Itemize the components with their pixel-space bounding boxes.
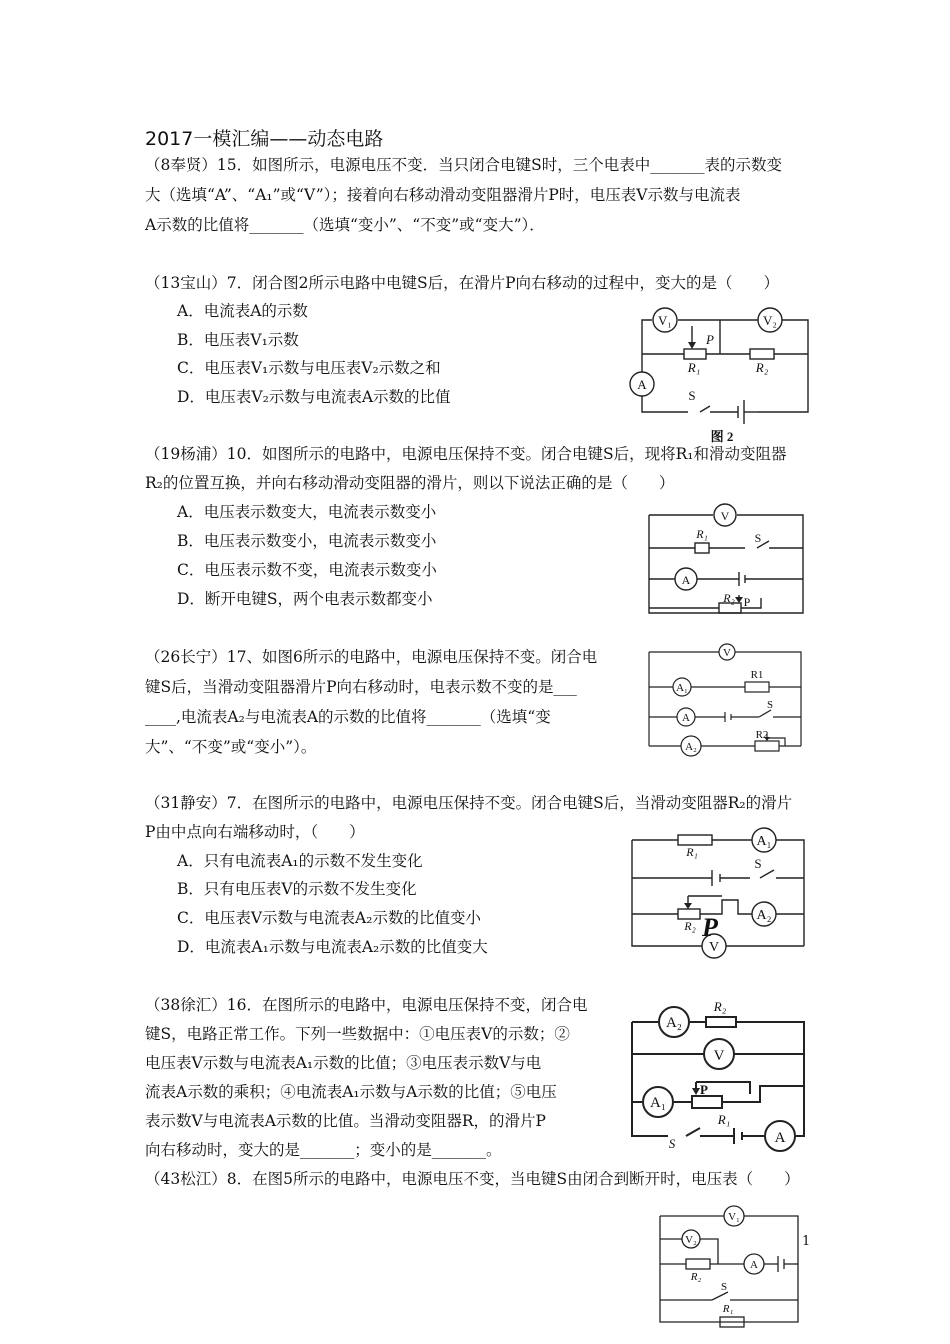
q5-line2: P由中点向右端移动时，（ ） [145, 823, 365, 841]
r1-label: R₁ [696, 527, 708, 541]
q3-option-b: B．电压表示数变小，电流表示数变小 [177, 532, 437, 550]
q3-option-c: C．电压表示数不变，电流表示数变小 [177, 561, 437, 579]
s-label: S [754, 531, 762, 545]
q6-line2: 键S，电路正常工作。下列一些数据中：①电压表V的示数；② [145, 1025, 570, 1043]
q3-option-a: A．电压表示数变大，电流表示数变小 [177, 503, 437, 521]
v-meter-label: V [720, 509, 730, 523]
r1-label: R₁ [717, 1112, 731, 1127]
q3-line2: R₂的位置互换，并向右移动滑动变阻器的滑片，则以下说法正确的是（ ） [145, 474, 675, 492]
page-title: 2017一模汇编——动态电路 [145, 128, 384, 150]
q4-line2: 键S后，当滑动变阻器滑片P向右移动时，电表示数不变的是___ [145, 678, 577, 696]
q5-option-a: A．只有电流表A₁的示数不发生变化 [177, 852, 423, 870]
s-label: S [766, 699, 774, 711]
r1-label: R₁ [686, 845, 698, 859]
q5-option-b: B．只有电压表V的示数不发生变化 [177, 880, 417, 898]
r2-label: R₂ [713, 999, 727, 1014]
p-label: P [702, 913, 718, 942]
s-label: S [688, 388, 696, 403]
a-meter-label: A [681, 573, 691, 587]
r2-label: R2 [755, 729, 769, 741]
q1-line3: A示数的比值将_______（选填“变小”、“不变”或“变大”）． [145, 216, 545, 234]
a-meter-label: A [774, 1130, 786, 1146]
q5-line1: （31静安）7．在图所示的电路中，电源电压保持不变。闭合电键S后，当滑动变阻器R₂的滑片 [145, 794, 793, 812]
q7-stem: （43松江）8．在图5所示的电路中，电源电压不变，当电键S由闭合到断开时，电压表（ ） [145, 1170, 800, 1188]
r1-label: R₁ [687, 360, 701, 375]
v-meter-label: V [708, 940, 720, 955]
q3-circuit-diagram [645, 505, 810, 617]
q7-circuit-diagram [656, 1204, 804, 1334]
q3-option-d: D．断开电键S，两个电表示数都变小 [177, 590, 433, 608]
q6-line1: （38徐汇）16．在图所示的电路中，电源电压保持不变，闭合电 [145, 996, 588, 1014]
q5-option-c: C．电压表V示数与电流表A₂示数的比值变小 [177, 909, 481, 927]
a-meter-label: A [750, 1259, 758, 1271]
p-label: P [743, 595, 751, 609]
q2-option-c: C．电压表V₁示数与电压表V₂示数之和 [177, 359, 441, 377]
s-label: S [720, 1281, 728, 1293]
a-meter-label: A [637, 377, 647, 392]
r1-label: R1 [750, 669, 764, 681]
q2-circuit-diagram [630, 302, 820, 447]
q2-option-a: A．电流表A的示数 [177, 302, 308, 320]
a1-meter-label: A₁ [756, 834, 772, 849]
r2-label: R₂ [723, 591, 735, 605]
q5-option-d: D．电流表A₁示数与电流表A₂示数的比值变大 [177, 938, 488, 956]
a2-meter-label: A₂ [685, 741, 697, 753]
q6-line5: 表示数V与电流表A示数的比值。当滑动变阻器R，的滑片P [145, 1112, 546, 1130]
a2-meter-label: A₂ [665, 1015, 683, 1031]
p-label: P [700, 1082, 708, 1097]
q2-option-b: B．电压表V₁示数 [177, 331, 299, 349]
s-label: S [668, 1136, 676, 1151]
v-meter-label: V [713, 1048, 725, 1064]
q4-circuit-diagram [645, 642, 807, 754]
v1-meter-label: V₁ [728, 1211, 740, 1223]
q2-option-d: D．电压表V₂示数与电流表A示数的比值 [177, 388, 451, 406]
s-label: S [754, 856, 762, 871]
v2-meter-label: V₂ [685, 1234, 697, 1246]
q3-line1: （19杨浦）10．如图所示的电路中，电源电压保持不变。闭合电键S后，现将R₁和滑动变阻器 [145, 445, 787, 463]
v1-meter-label: V₁ [658, 313, 672, 328]
v2-meter-label: V₂ [763, 313, 777, 328]
q6-circuit-diagram [628, 994, 810, 1156]
a-meter-label: A [682, 712, 690, 724]
q5-circuit-diagram [628, 826, 810, 960]
r2-label: R₂ [684, 919, 696, 933]
q1-line2: 大（选填“A”、“A₁”或“V”）；接着向右移动滑动变阻器滑片P时，电压表V示数与电流表 [145, 186, 741, 204]
r2-label: R₂ [690, 1271, 702, 1283]
q4-line4: 大”、“不变”或“变小”）。 [145, 738, 317, 756]
q4-line1: （26长宁）17、如图6所示的电路中，电源电压保持不变。闭合电 [145, 648, 598, 666]
q4-line3: ____,电流表A₂与电流表A的示数的比值将_______（选填“变 [145, 708, 551, 726]
p-label: P [706, 332, 714, 347]
q2-stem: （13宝山）7．闭合图2所示电路中电键S后，在滑片P向右移动的过程中，变大的是（ ） [145, 274, 779, 292]
r1-label: R₁ [722, 1303, 734, 1315]
a1-meter-label: A₁ [649, 1095, 667, 1111]
r2-label: R₂ [755, 360, 769, 375]
a1-meter-label: A₁ [676, 682, 688, 694]
a2-meter-label: A₂ [756, 908, 772, 923]
q1-line1: （8奉贤）15．如图所示，电源电压不变．当只闭合电键S时，三个电表中_______表的示数变 [145, 156, 782, 174]
q6-line4: 流表A示数的乘积；④电流表A₁示数与A示数的比值；⑤电压 [145, 1083, 557, 1101]
page-number: 1 [802, 1234, 811, 1249]
figure-caption: 图 2 [710, 429, 734, 444]
v-meter-label: V [723, 647, 731, 659]
q6-line6: 向右移动时，变大的是_______；变小的是_______。 [145, 1141, 502, 1159]
q6-line3: 电压表V示数与电流表A₁示数的比值；③电压表示数V与电 [145, 1054, 542, 1072]
